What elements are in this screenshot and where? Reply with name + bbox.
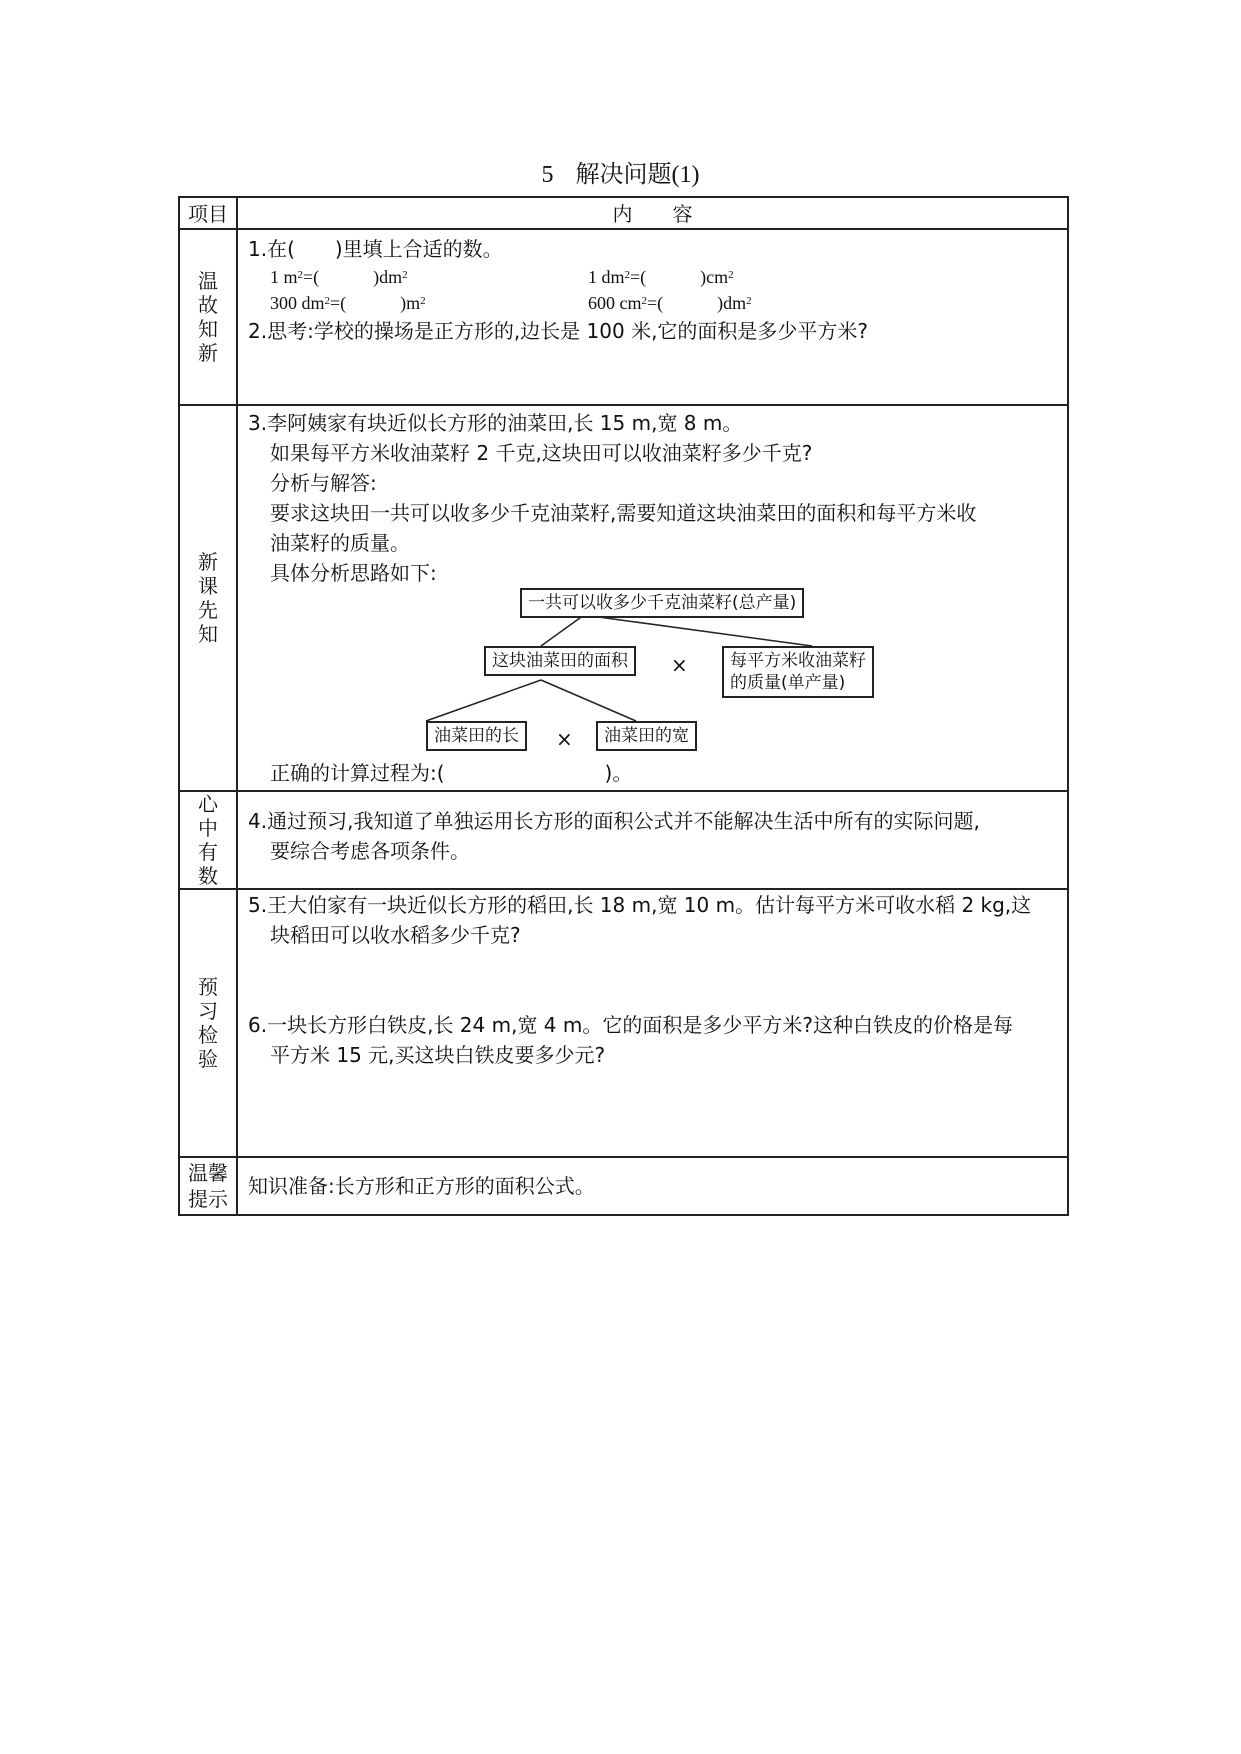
diagram-times-1: × <box>671 653 688 677</box>
summary-line-1: 4.通过预习,我知道了单独运用长方形的面积公式并不能解决生活中所有的实际问题, <box>248 809 980 833</box>
header-item: 项目 <box>179 197 237 229</box>
unit-blank-4[interactable]: 600 $cm^2=$( )$dm^2$ <box>588 293 752 313</box>
label-review <box>179 229 237 405</box>
diagram-box-total: 一共可以收多少千克油菜籽(总产量) <box>520 588 804 618</box>
title-text: 解决问题 <box>575 160 672 188</box>
row-tip <box>179 1157 1068 1215</box>
label-tip-text: 温馨提示 <box>188 1161 228 1211</box>
label-summary-text: 心中有数 <box>198 792 218 888</box>
answer-space-5[interactable] <box>248 950 1057 1010</box>
row-new-lesson <box>179 405 1068 791</box>
row-review <box>179 229 1068 405</box>
unit-blank-3[interactable]: 300 $dm^2=$( )$m^2$ <box>270 293 426 313</box>
diagram-unit-yield-line-1: 每平方米收油菜籽 <box>730 651 866 671</box>
question-3-line-2: 如果每平方米收油菜籽 2 千克,这块田可以收油菜籽多少千克? <box>270 441 813 465</box>
unit-blank-2[interactable]: 1 $dm^2=$( )$cm^2$ <box>588 267 734 287</box>
unit-blank-1[interactable]: 1 $m^2=$( )$dm^2$ <box>270 267 408 287</box>
question-5-line-2: 块稻田可以收水稻多少千克? <box>270 923 521 947</box>
content-summary <box>237 791 1068 889</box>
summary-line-2: 要综合考虑各项条件。 <box>270 839 470 863</box>
diagram-line-top-right <box>584 615 812 646</box>
label-new-lesson <box>179 405 237 791</box>
question-6-line-1: 6.一块长方形白铁皮,长 24 m,宽 4 m。它的面积是多少平方米?这种白铁皮的价格是每 <box>248 1013 1013 1037</box>
question-3-line-4: 要求这块田一共可以收多少千克油菜籽,需要知道这块油菜田的面积和每平方米收 <box>270 501 977 525</box>
tip-text: 知识准备:长方形和正方形的面积公式。 <box>248 1174 595 1198</box>
analysis-diagram <box>248 588 1113 758</box>
label-check-text: 预习检验 <box>198 975 218 1071</box>
row-summary <box>179 791 1068 889</box>
question-6-line-2: 平方米 15 元,买这块白铁皮要多少元? <box>270 1043 606 1067</box>
header-content: 内 容 <box>237 197 1068 229</box>
content-check <box>237 889 1068 1157</box>
question-1: 1.在( )里填上合适的数。 <box>248 237 503 261</box>
diagram-line-mid-left <box>426 680 541 721</box>
page-title <box>0 158 1241 191</box>
question-5-line-1: 5.王大伯家有一块近似长方形的稻田,长 18 m,宽 10 m。估计每平方米可收水稻 2 kg,这 <box>248 893 1032 917</box>
label-new-lesson-text: 新课先知 <box>198 550 218 646</box>
label-summary <box>179 791 237 889</box>
content-tip <box>237 1157 1068 1215</box>
question-3-line-1: 3.李阿姨家有块近似长方形的油菜田,长 15 m,宽 8 m。 <box>248 411 743 435</box>
unit-row-1 <box>248 264 1057 290</box>
diagram-box-area: 这块油菜田的面积 <box>484 646 636 676</box>
unit-row-2 <box>248 290 1057 316</box>
diagram-unit-yield-line-2: 的质量(单产量) <box>730 673 846 693</box>
row-check <box>179 889 1068 1157</box>
header-row <box>179 197 1068 229</box>
worksheet-table <box>178 196 1069 1216</box>
diagram-box-width: 油菜田的宽 <box>596 721 697 751</box>
content-review <box>237 229 1068 405</box>
diagram-box-length: 油菜田的长 <box>426 721 527 751</box>
diagram-line-top-left <box>541 615 584 646</box>
question-2: 2.思考:学校的操场是正方形的,边长是 100 米,它的面积是多少平方米? <box>248 319 869 343</box>
content-new-lesson <box>237 405 1068 791</box>
diagram-box-unit-yield <box>722 646 874 698</box>
label-review-text: 温故知新 <box>198 269 218 365</box>
question-3-answer[interactable]: 正确的计算过程为:( )。 <box>270 761 633 785</box>
title-number: 5 <box>541 162 554 188</box>
label-check <box>179 889 237 1157</box>
question-3-line-6: 具体分析思路如下: <box>270 561 437 585</box>
label-tip <box>179 1157 237 1215</box>
question-3-line-3: 分析与解答: <box>270 471 377 495</box>
diagram-line-mid-right <box>541 680 636 721</box>
question-3-line-5: 油菜籽的质量。 <box>270 531 410 555</box>
title-paren: (1) <box>671 162 700 188</box>
diagram-times-2: × <box>556 727 573 751</box>
